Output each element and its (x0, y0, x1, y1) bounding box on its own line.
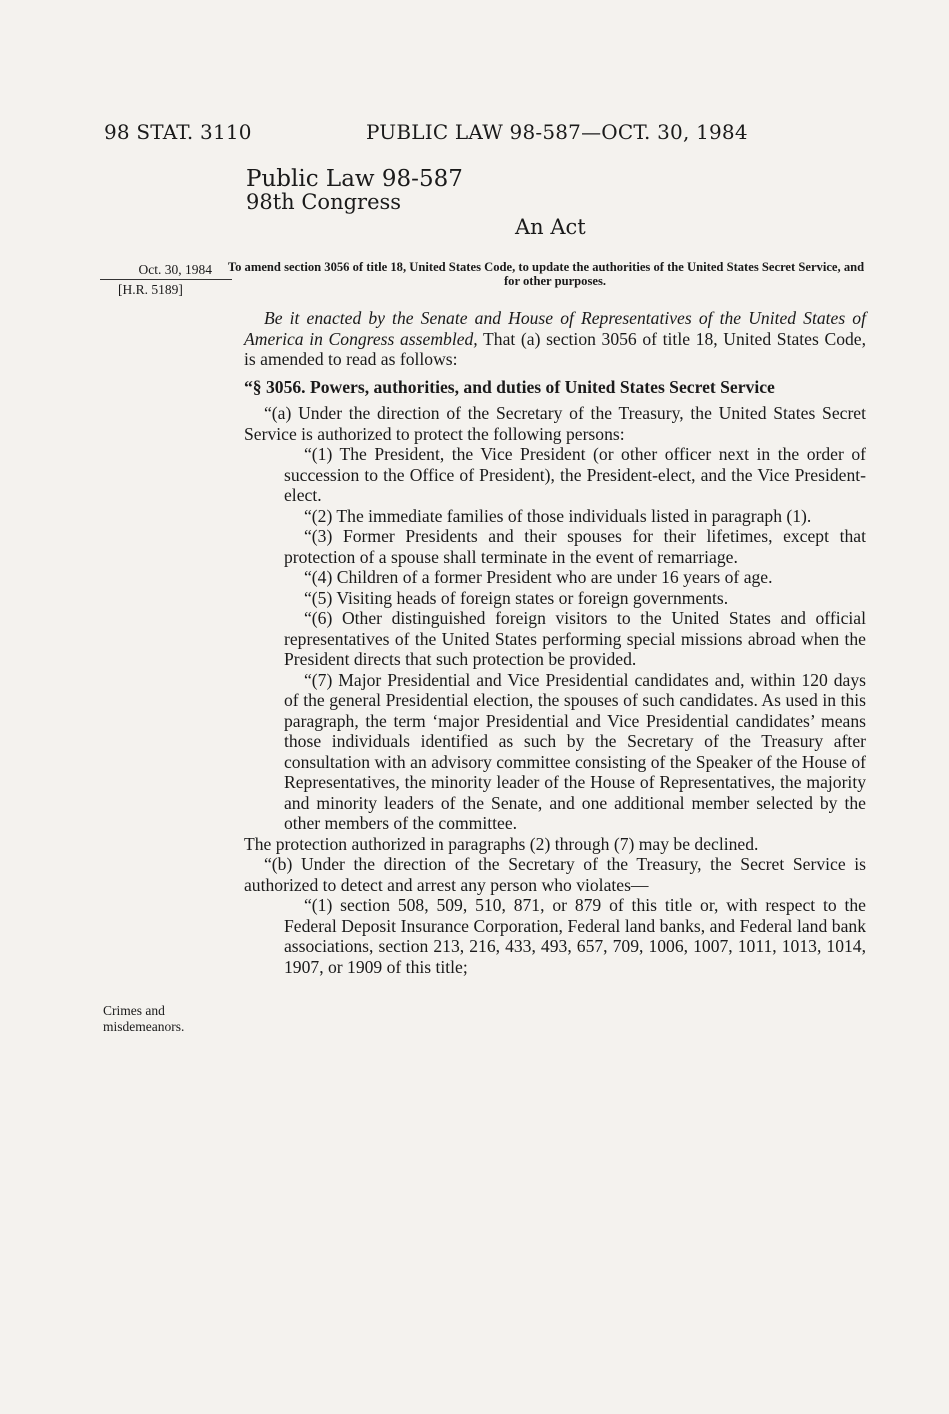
margin-note-crimes-line1: Crimes and (103, 1003, 165, 1018)
public-law-number: Public Law 98-587 (246, 166, 463, 192)
congress-label: 98th Congress (246, 190, 402, 214)
running-header: PUBLIC LAW 98-587—OCT. 30, 1984 (366, 120, 748, 144)
section-number: “§ 3056. (244, 376, 306, 397)
paragraph-a1: “(1) The President, the Vice President (or other officer next in the order of succession to the Office of President), the President-elect, and the Vice President-elect. (284, 444, 866, 505)
subsection-b-intro: “(b) Under the direction of the Secretary of the Treasury, the Secret Service is authorized to detect and arrest any person who violates— (244, 854, 866, 895)
an-act-title: An Act (515, 215, 586, 239)
act-purpose: To amend section 3056 of title 18, United States Code, to update the authorities of the United States Secret Service, and for other purposes. (227, 260, 865, 288)
paragraph-a3: “(3) Former Presidents and their spouses for their lifetimes, except that protection of a spouse shall terminate in the event of remarriage. (284, 526, 866, 567)
section-heading (244, 377, 866, 398)
paragraph-a6: “(6) Other distinguished foreign visitors to the United States and official representatives of the United States performing special missions abroad when the President directs that such protection be provided. (284, 608, 866, 669)
enacting-clause-italic: Be it enacted by the Senate and House of Representatives of the United States of America in Congress assembled, (244, 308, 866, 349)
act-body (244, 308, 866, 977)
margin-note-bill-number: [H.R. 5189] (100, 279, 232, 298)
paragraph-a2: “(2) The immediate families of those individuals listed in paragraph (1). (304, 505, 812, 526)
paragraph-a4: “(4) Children of a former President who are under 16 years of age. (304, 567, 773, 587)
subsection-a-intro: “(a) Under the direction of the Secretary of the Treasury, the United States Secret Service is authorized to protect the following persons: (244, 403, 866, 444)
paragraph-b1: “(1) section 508, 509, 510, 871, or 879 of this title or, with respect to the Federal Deposit Insurance Corporation, Federal land banks, and Federal land bank associations, section 213, 216, 433, 493, 657, 709, 1006, 1007, 1011, 1013, 1014, 1907, or 1909 of this title; (284, 895, 866, 977)
declined-provision: The protection authorized in paragraphs (2) through (7) may be declined. (244, 833, 759, 854)
stat-page-reference: 98 STAT. 3110 (104, 120, 252, 144)
section-title: Powers, authorities, and duties of United States Secret Service (309, 376, 775, 397)
enacting-clause-text: That (a) section 3056 of title 18, United States Code, is amended to read as follows: (244, 328, 866, 369)
margin-note-crimes (103, 1003, 223, 1035)
margin-note-crimes-line2: misdemeanors. (103, 1019, 185, 1034)
margin-note-date: Oct. 30, 1984 (138, 262, 212, 277)
enacting-clause (244, 308, 866, 370)
paragraph-a7: “(7) Major Presidential and Vice Presidential candidates and, within 120 days of the general Presidential election, the spouses of such candidates. As used in this paragraph, the term ‘major Presidential and Vice Presidential candidates’ means those individuals identified as such by the Secretary of the Treasury after consultation with an advisory committee consisting of the Speaker of the House of Representatives, the minority leader of the House of Representatives, the majority and minority leaders of the Senate, and one additional member selected by the other members of the committee. (284, 669, 866, 833)
paragraph-a5: “(5) Visiting heads of foreign states or foreign governments. (304, 587, 729, 608)
